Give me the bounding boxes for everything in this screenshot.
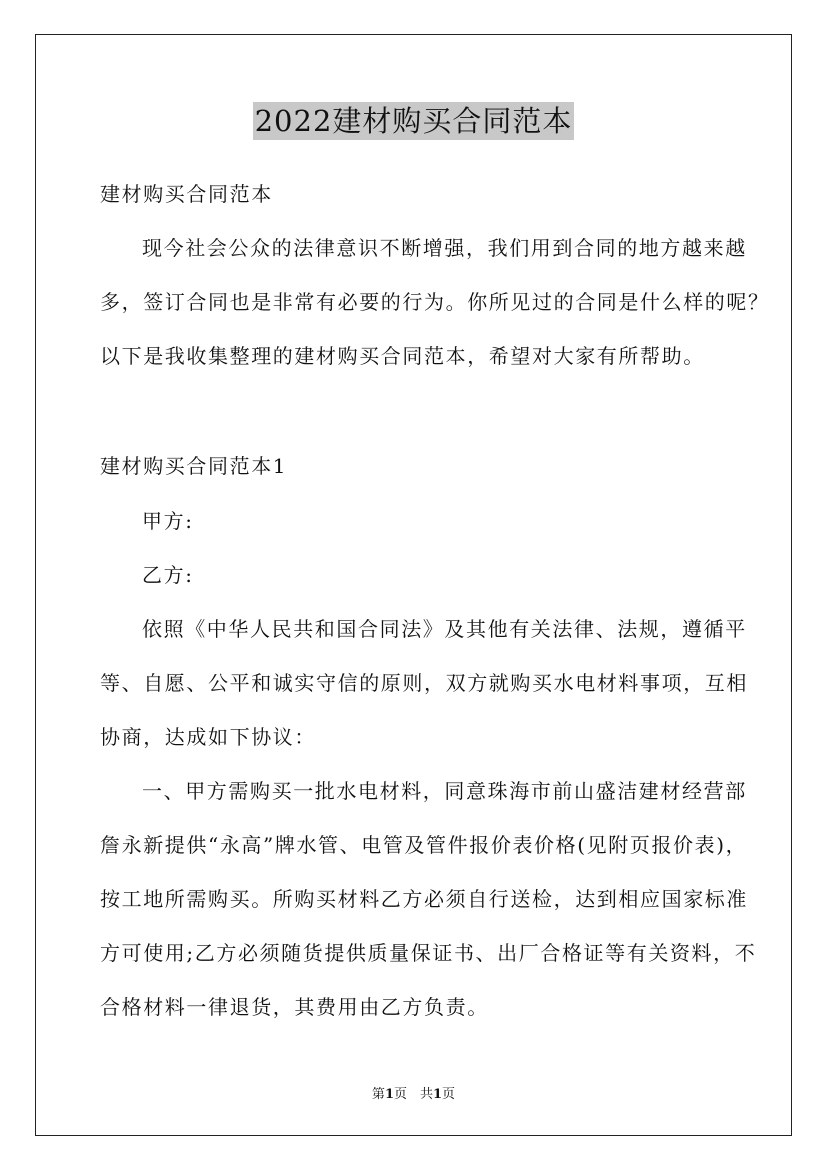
party-a-label: 甲方: — [142, 509, 194, 533]
clause1-line-1: 一、甲方需购买一批水电材料，同意珠海市前山盛洁建材经营部 — [142, 779, 747, 803]
basis-line-3: 协商，达成如下协议： — [100, 725, 316, 749]
basis-line-2: 等、自愿、公平和诚实守信的原则，双方就购买水电材料事项，互相 — [100, 671, 748, 695]
footer-prefix: 第 — [371, 1087, 385, 1102]
intro-heading: 建材购买合同范本 — [100, 182, 273, 206]
document-title: 2022建材购买合同范本 — [254, 104, 573, 138]
clause1-line-2: 詹永新提供“永高”牌水管、电管及管件报价表价格(见附页报价表)， — [100, 833, 748, 857]
footer-mid: 页 共 — [393, 1087, 433, 1102]
footer-total-pages: 1 — [433, 1087, 443, 1102]
intro-line-2: 多，签订合同也是非常有必要的行为。你所见过的合同是什么样的呢？ — [100, 290, 770, 314]
clause1-line-3: 按工地所需购买。所购买材料乙方必须自行送检，达到相应国家标准 — [100, 887, 748, 911]
page-footer — [0, 1083, 827, 1102]
footer-page-number: 1 — [384, 1087, 394, 1102]
clause1-line-4: 方可使用;乙方必须随货提供质量保证书、出厂合格证等有关资料，不 — [100, 941, 757, 965]
intro-line-1: 现今社会公众的法律意识不断增强，我们用到合同的地方越来越 — [142, 236, 747, 260]
footer-suffix: 页 — [442, 1087, 456, 1102]
title-container — [0, 102, 827, 140]
basis-line-1: 依照《中华人民共和国合同法》及其他有关法律、法规，遵循平 — [142, 617, 747, 641]
section-heading: 建材购买合同范本1 — [100, 454, 288, 478]
intro-line-3: 以下是我收集整理的建材购买合同范本，希望对大家有所帮助。 — [100, 344, 705, 368]
clause1-line-5: 合格材料一律退货，其费用由乙方负责。 — [100, 995, 489, 1019]
party-b-label: 乙方: — [142, 563, 194, 587]
